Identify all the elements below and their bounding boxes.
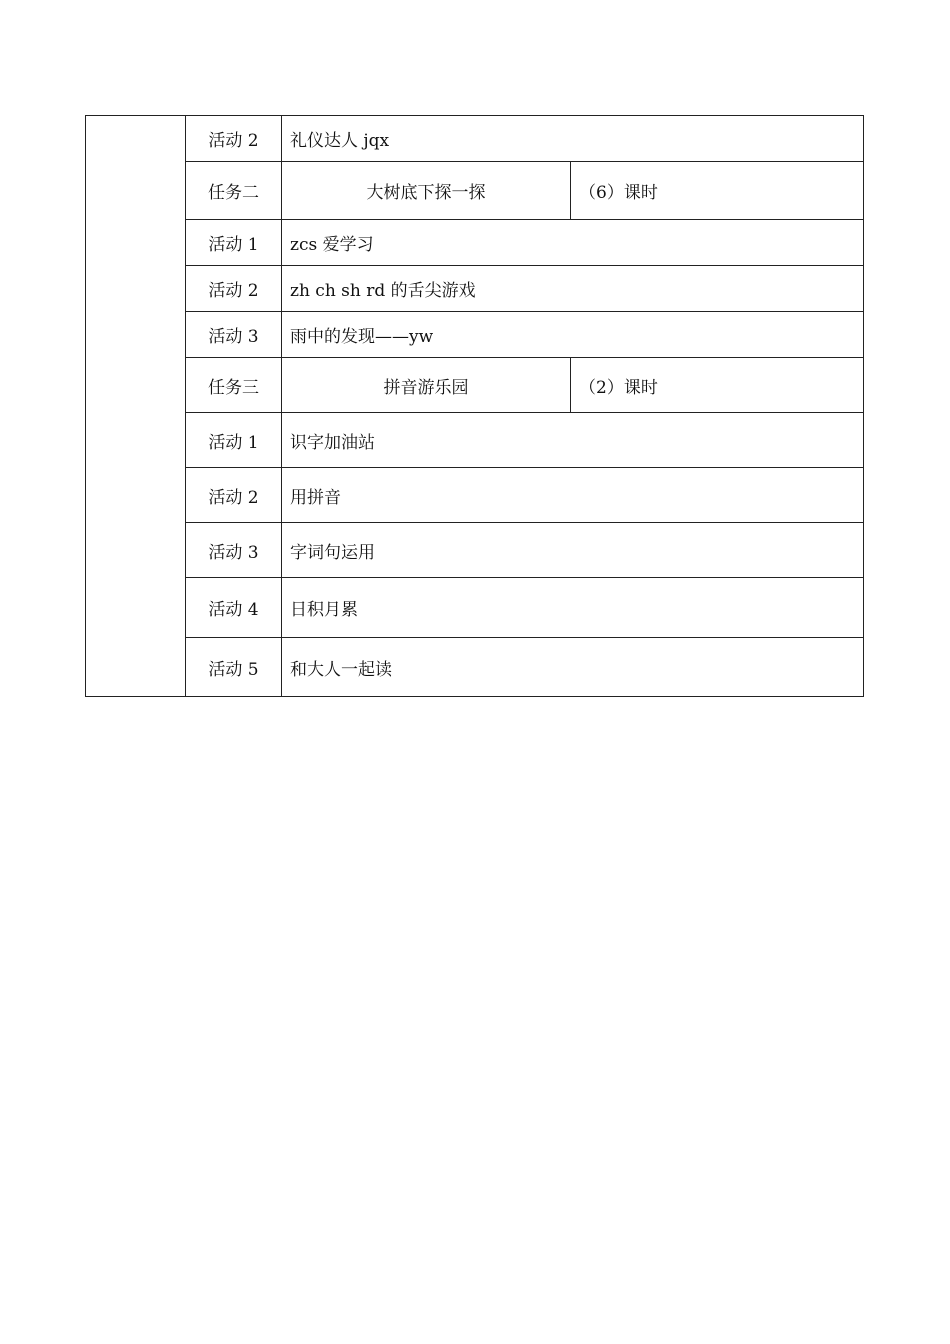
table-row (86, 578, 864, 638)
task-hours: （6）课时 (571, 162, 864, 220)
activity-name: 和大人一起读 (282, 638, 864, 697)
table-row (86, 638, 864, 697)
table-row (86, 116, 864, 162)
table-row (86, 413, 864, 468)
activity-name: 识字加油站 (282, 413, 864, 468)
task-hours: （2）课时 (571, 358, 864, 413)
activity-name: 字词句运用 (282, 523, 864, 578)
task-title: 拼音游乐园 (282, 358, 571, 413)
table-row (86, 468, 864, 523)
table-row (86, 523, 864, 578)
row-label: 活动 2 (186, 116, 282, 162)
row-label: 活动 3 (186, 523, 282, 578)
row-label: 活动 4 (186, 578, 282, 638)
row-label: 活动 3 (186, 312, 282, 358)
row-label: 活动 2 (186, 468, 282, 523)
activity-name: zcs 爱学习 (282, 220, 864, 266)
table-row (86, 162, 864, 220)
table-row (86, 220, 864, 266)
activity-name: 日积月累 (282, 578, 864, 638)
lesson-plan-table (85, 115, 864, 697)
row-label: 任务三 (186, 358, 282, 413)
row-label: 任务二 (186, 162, 282, 220)
activity-name: 礼仪达人 jqx (282, 116, 864, 162)
row-label: 活动 2 (186, 266, 282, 312)
row-label: 活动 1 (186, 220, 282, 266)
table-row (86, 358, 864, 413)
unit-cell (86, 116, 186, 697)
table-row (86, 312, 864, 358)
activity-name: 用拼音 (282, 468, 864, 523)
task-title: 大树底下探一探 (282, 162, 571, 220)
row-label: 活动 1 (186, 413, 282, 468)
activity-name: 雨中的发现——yw (282, 312, 864, 358)
table-row (86, 266, 864, 312)
row-label: 活动 5 (186, 638, 282, 697)
activity-name: zh ch sh rd 的舌尖游戏 (282, 266, 864, 312)
